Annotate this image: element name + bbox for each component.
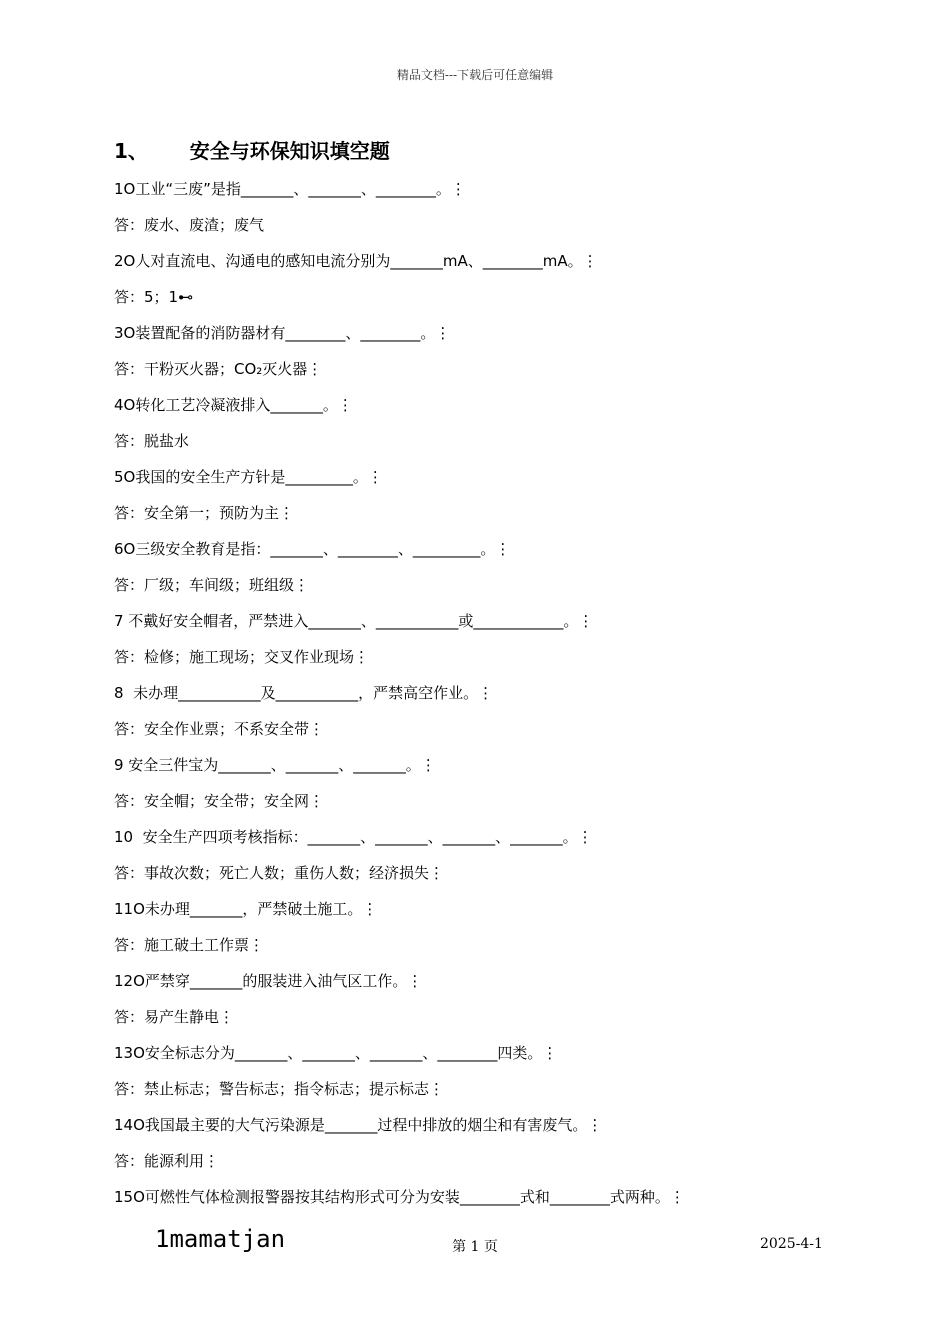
answer-line: 答：安全作业票；不系安全带⋮: [114, 720, 325, 738]
question-line: 9 安全三件宝为_______、_______、_______。⋮: [114, 756, 436, 774]
question-line: 7 不戴好安全帽者，严禁进入_______、___________或____________。⋮: [114, 612, 594, 630]
question-line: 4O转化工艺冷凝液排入_______。⋮: [114, 396, 353, 414]
footer-author: 1mamatjan: [155, 1225, 286, 1253]
question-line: 6O三级安全教育是指：_______、________、_________。⋮: [114, 540, 511, 558]
footer-date: 2025-4-1: [760, 1236, 823, 1252]
page-header: 精品文档---下载后可任意编辑: [396, 68, 554, 82]
answer-line: 答：能源利用⋮: [114, 1152, 220, 1170]
question-line: 12O严禁穿_______的服装进入油气区工作。⋮: [114, 972, 423, 990]
answer-line: 答：禁止标志；警告标志；指令标志；提示标志⋮: [114, 1080, 445, 1098]
answer-line: 答：施工破土工作票⋮: [114, 936, 265, 954]
question-line: 10 安全生产四项考核指标：_______、_______、_______、_______。⋮: [114, 828, 593, 846]
answer-line: 答：脱盐水: [114, 432, 190, 450]
question-line: 2O人对直流电、沟通电的感知电流分别为_______mA、________mA。⋮: [114, 252, 598, 270]
answer-line: 答：干粉灭火器；CO₂灭火器⋮: [114, 360, 323, 378]
footer-page-number: 第 1 页: [452, 1239, 498, 1255]
question-line: 15O可燃性气体检测报警器按其结构形式可分为安装________式和________式两种。⋮: [114, 1188, 685, 1206]
question-line: 13O安全标志分为_______、_______、_______、________四类。⋮: [114, 1044, 558, 1062]
question-list: [114, 178, 894, 1222]
question-line: 1O工业“三废”是指_______、_______、________。⋮: [114, 180, 466, 198]
question-line: 5O我国的安全生产方针是_________。⋮: [114, 468, 383, 486]
answer-line: 答：事故次数；死亡人数；重伤人数；经济损失⋮: [114, 864, 445, 882]
answer-line: 答：安全帽；安全带；安全网⋮: [114, 792, 325, 810]
answer-line: 答：检修；施工现场；交叉作业现场⋮: [114, 648, 370, 666]
question-line: 8 未办理___________及___________，严禁高空作业。⋮: [114, 684, 494, 702]
answer-line: 答：安全第一；预防为主⋮: [114, 504, 295, 522]
answer-line: 答：厂级；车间级；班组级⋮: [114, 576, 310, 594]
question-line: 3O装置配备的消防器材有________、________。⋮: [114, 324, 451, 342]
question-line: 11O未办理_______，严禁破土施工。⋮: [114, 900, 378, 918]
answer-line: 答：5；1⊷: [114, 288, 194, 306]
answer-line: 答：废水、废渣；废气: [114, 216, 265, 234]
question-line: 14O我国最主要的大气污染源是_______过程中排放的烟尘和有害废气。⋮: [114, 1116, 603, 1134]
section-title: 1、 安全与环保知识填空题: [114, 139, 390, 163]
answer-line: 答：易产生静电⋮: [114, 1008, 235, 1026]
